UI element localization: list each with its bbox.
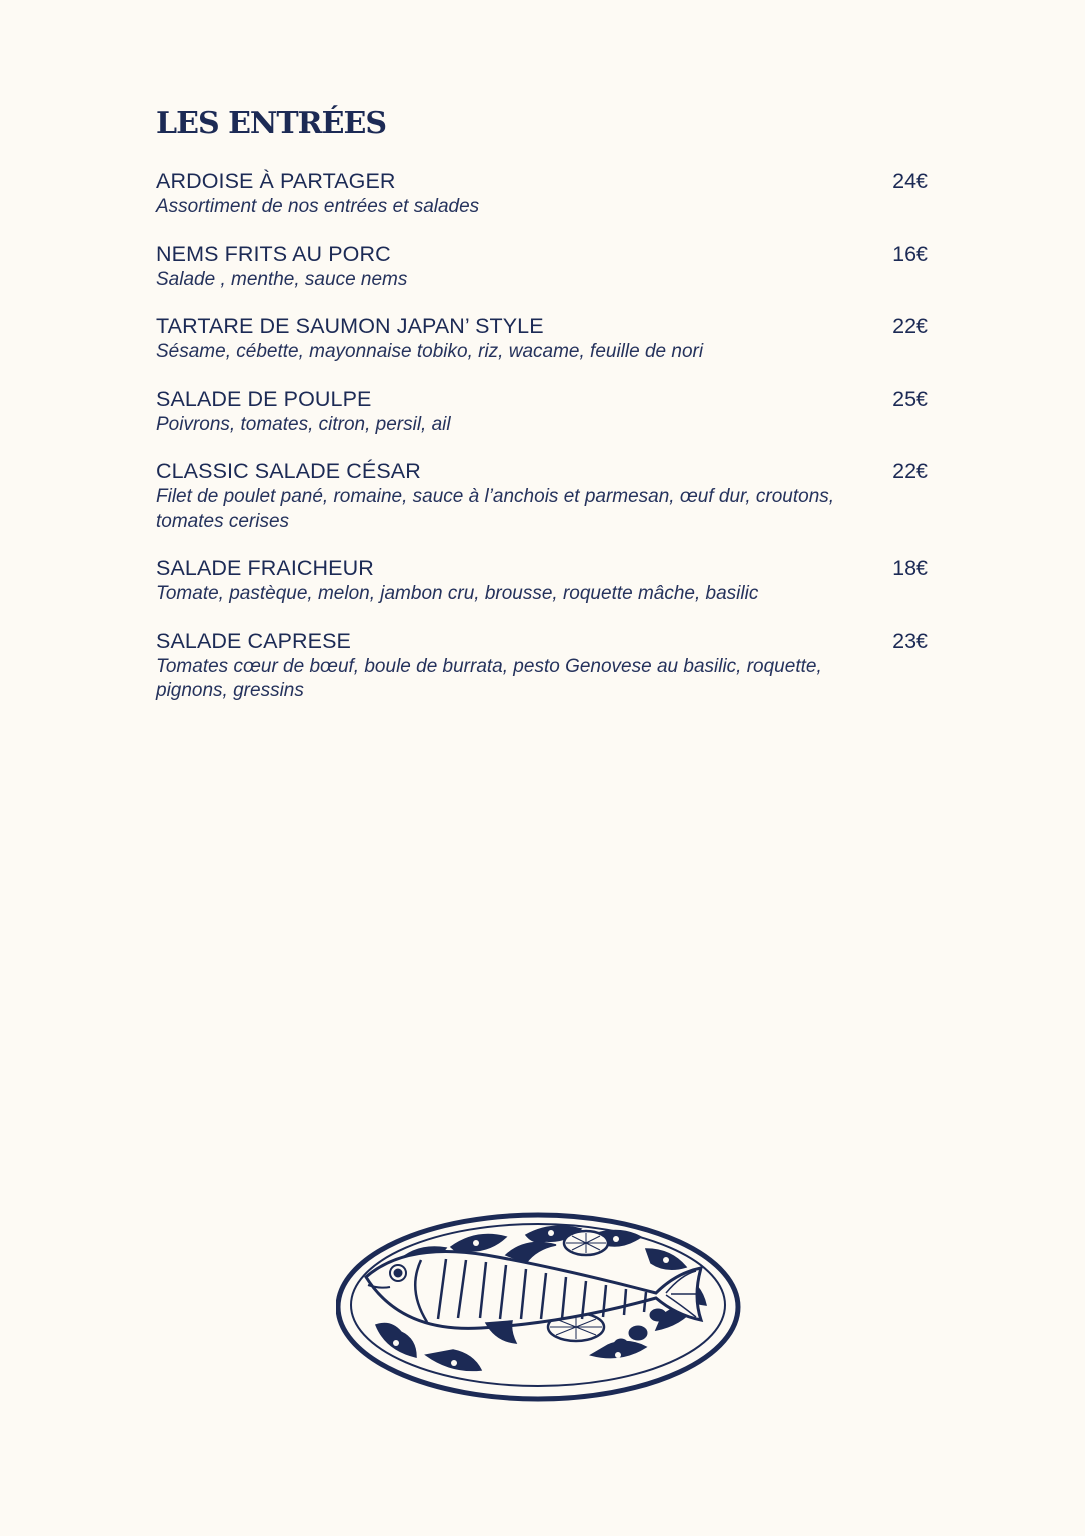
item-description: Poivrons, tomates, citron, persil, ail: [156, 413, 451, 435]
item-name: ARDOISE À PARTAGER: [156, 169, 396, 193]
fish-plate-illustration: [336, 1205, 741, 1405]
menu-list: [156, 168, 928, 725]
item-name: SALADE DE POULPE: [156, 386, 372, 411]
menu-item: [156, 168, 928, 220]
item-name: TARTARE DE SAUMON JAPAN’ STYLE: [156, 314, 544, 338]
item-description: Tomate, pastèque, melon, jambon cru, brousse, roquette mâche, basilic: [156, 583, 759, 604]
item-price: 18€: [892, 556, 928, 580]
item-name: CLASSIC SALADE CÉSAR: [156, 459, 421, 483]
section-title: LES ENTRÉES: [156, 106, 387, 141]
item-price: 23€: [892, 628, 928, 653]
menu-item: [156, 628, 928, 704]
item-price: 22€: [892, 459, 928, 483]
item-price: 24€: [892, 169, 928, 193]
menu-item: [156, 458, 928, 534]
item-price: 22€: [892, 314, 928, 338]
item-description: Sésame, cébette, mayonnaise tobiko, riz, wacame, feuille de nori: [156, 341, 704, 362]
item-description: Assortiment de nos entrées et salades: [156, 196, 480, 217]
item-description: Tomates cœur de bœuf, boule de burrata, pesto Genovese au basilic, roquette, pignons, gressins: [156, 655, 822, 701]
menu-item: [156, 313, 928, 365]
item-description: Salade , menthe, sauce nems: [156, 268, 408, 290]
item-description: Filet de poulet pané, romaine, sauce à l’anchois et parmesan, œuf dur, croutons, tomates cerises: [156, 486, 835, 532]
item-name: SALADE CAPRESE: [156, 628, 351, 653]
menu-item: [156, 386, 928, 438]
item-name: NEMS FRITS AU PORC: [156, 241, 391, 266]
item-name: SALADE FRAICHEUR: [156, 556, 374, 580]
menu-item: [156, 241, 928, 293]
item-price: 16€: [892, 241, 928, 266]
menu-item: [156, 555, 928, 607]
item-price: 25€: [892, 386, 928, 411]
